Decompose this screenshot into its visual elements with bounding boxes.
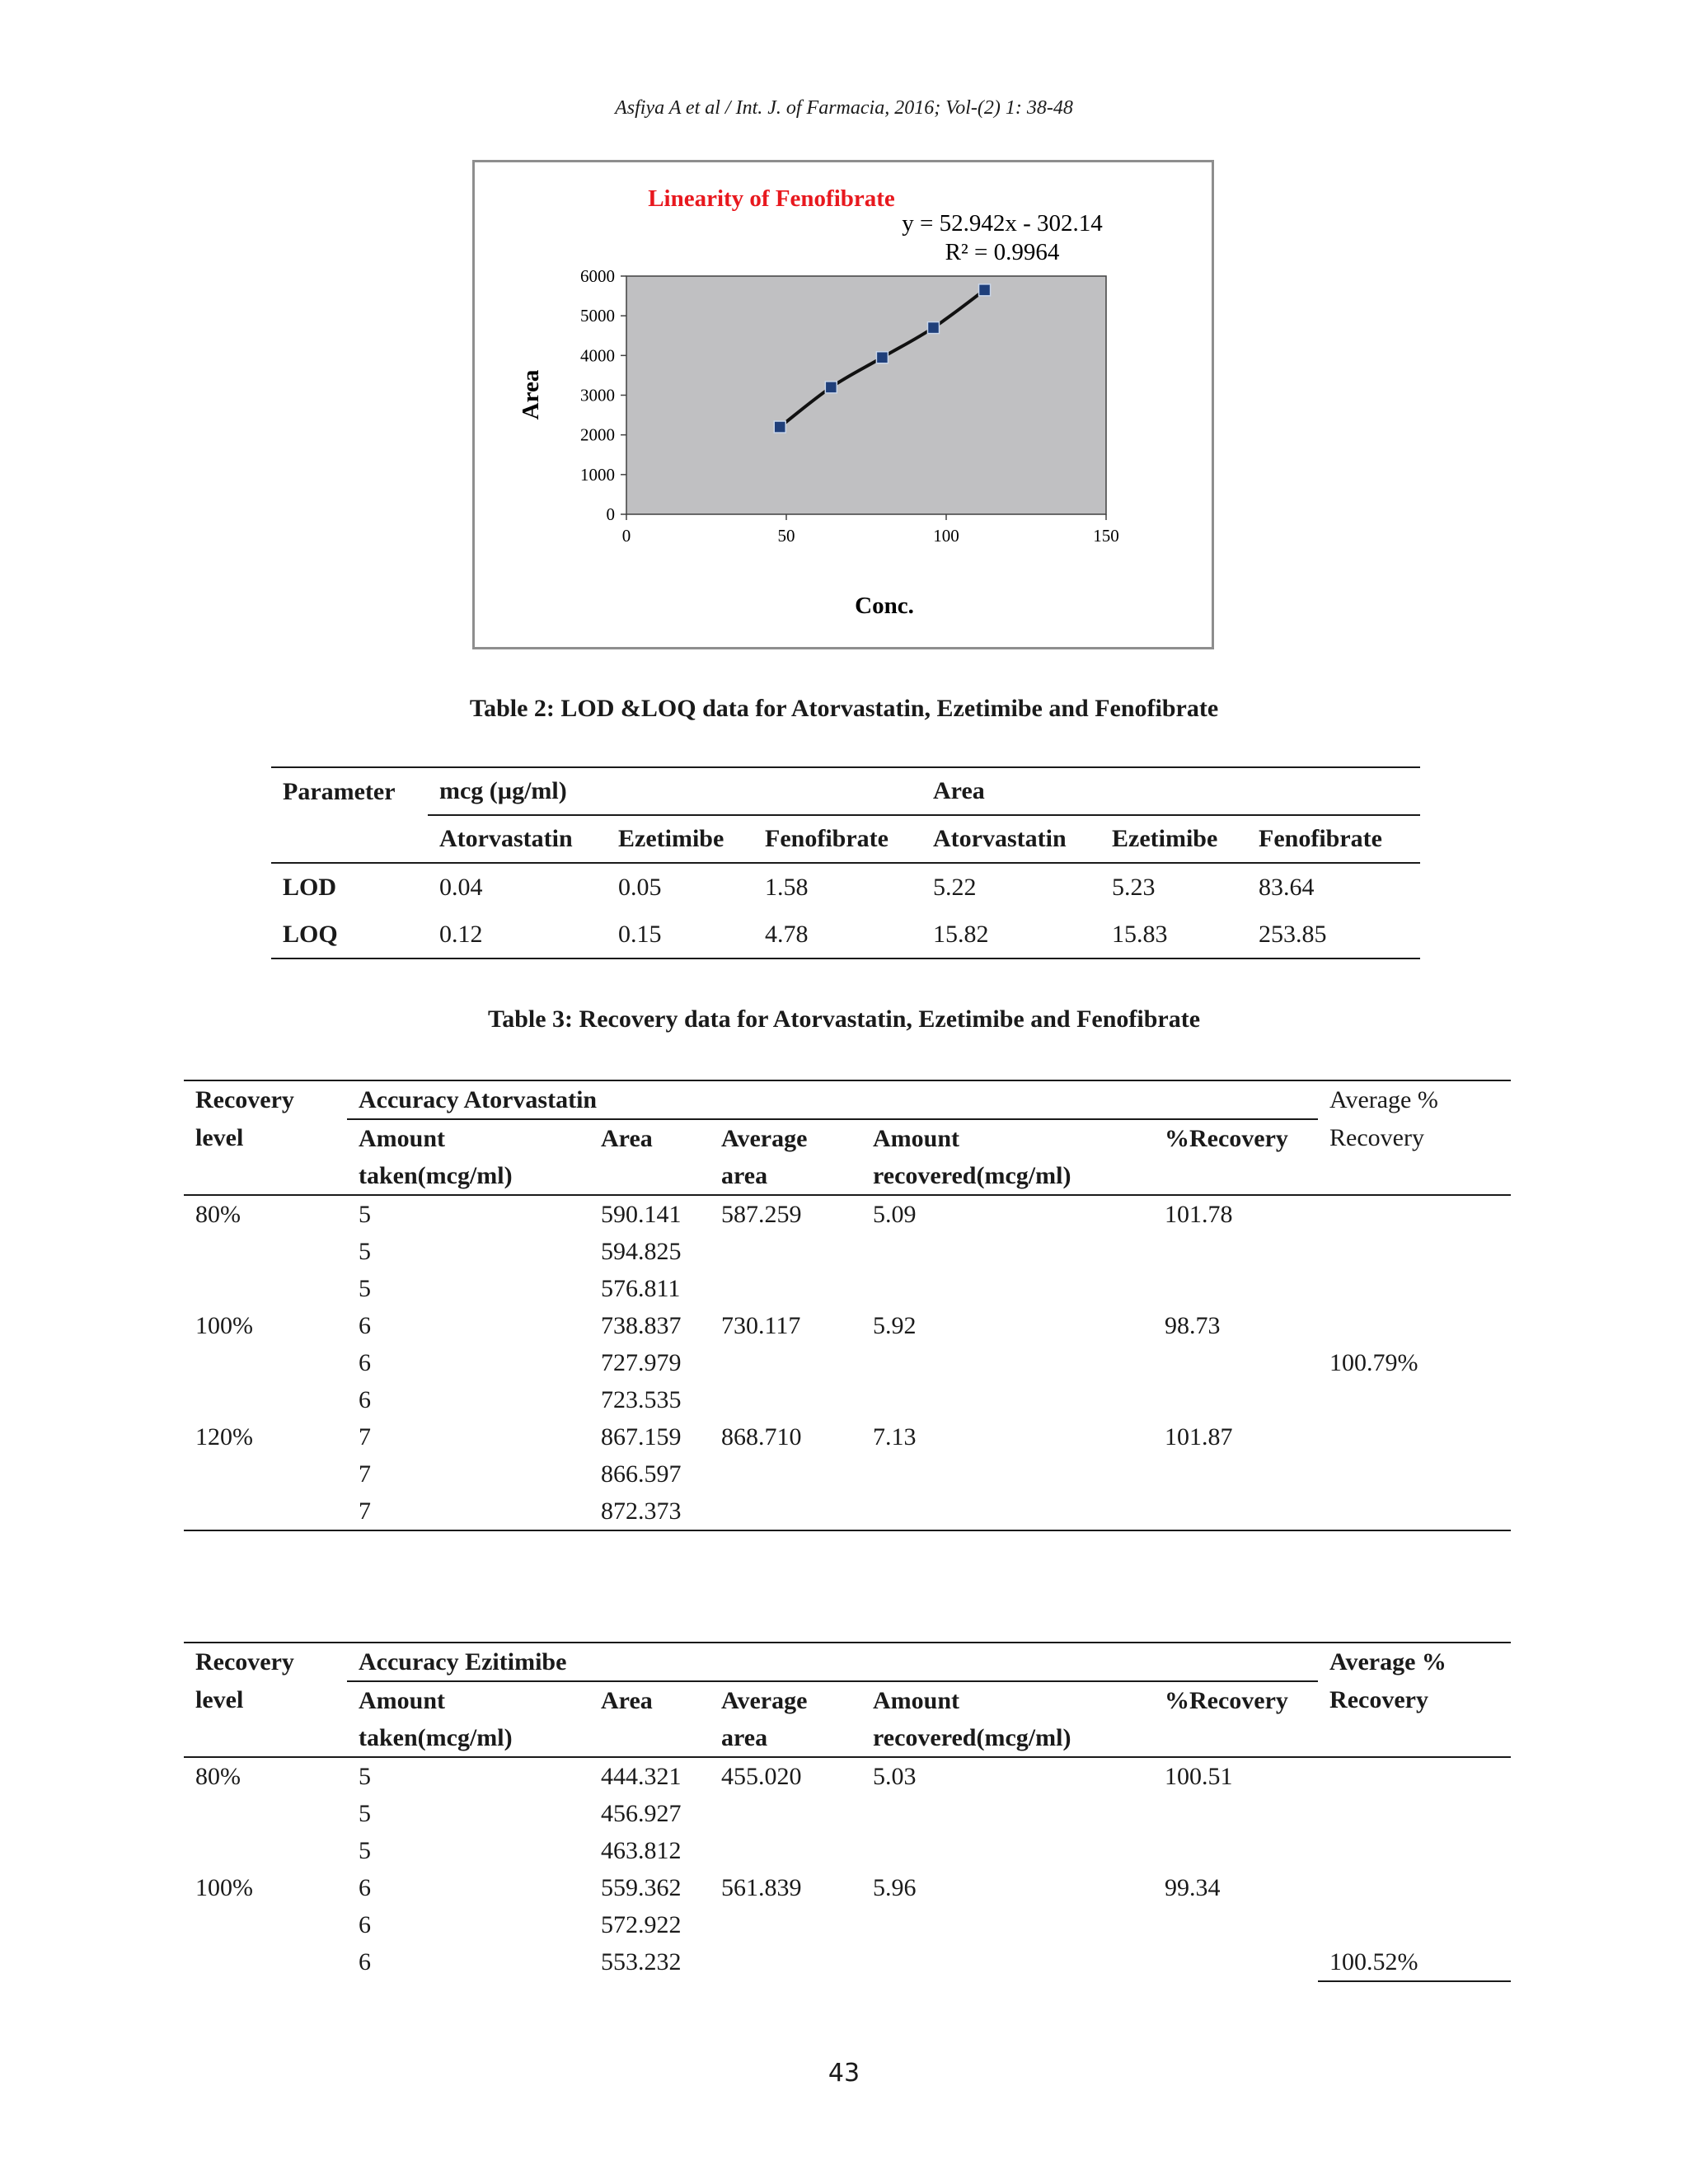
y-tick-label: 5000 (580, 306, 615, 326)
cell-avg: 561.839 (721, 1874, 802, 1901)
cell-amount: 6 (359, 1874, 371, 1901)
cell-amount: 5 (359, 1837, 371, 1864)
subheader: Ezetimibe (1112, 825, 1218, 852)
header-recovered: Amount (873, 1125, 960, 1152)
cell-avg: 730.117 (721, 1312, 801, 1339)
cell-level (184, 1493, 347, 1530)
header-avg-2: area (721, 1724, 768, 1751)
cell: 4.78 (765, 920, 809, 948)
cell-level (184, 1795, 347, 1832)
cell-empty (1318, 1195, 1511, 1233)
cell-avg: 455.020 (721, 1763, 802, 1790)
cell: 1.58 (765, 873, 809, 901)
data-point (774, 421, 785, 433)
cell-empty (1318, 1418, 1511, 1455)
recovery-atorvastatin-table (184, 1080, 1511, 1531)
cell-recovered: 5.96 (873, 1874, 917, 1901)
cell: 0.04 (439, 873, 483, 901)
cell-amount: 6 (359, 1349, 371, 1376)
cell-recovered (861, 1943, 1153, 1981)
cell-area: 727.979 (601, 1349, 682, 1376)
cell-recovered (861, 1832, 1153, 1869)
cell-avg (710, 1233, 861, 1270)
table-row (184, 1344, 1511, 1381)
table-row (271, 863, 1420, 911)
cell-level (184, 1381, 347, 1418)
cell-avg (710, 1455, 861, 1493)
table2-caption: Table 2: LOD &LOQ data for Atorvastatin, Ezetimibe and Fenofibrate (469, 695, 1219, 722)
header-percent: %Recovery (1165, 1125, 1288, 1152)
cell-empty (1318, 1832, 1511, 1869)
header-recovered: Amount (873, 1687, 960, 1714)
cell-avg (710, 1906, 861, 1943)
y-tick-label: 3000 (580, 385, 615, 405)
header-area: Area (601, 1125, 653, 1152)
x-tick-label: 0 (621, 526, 631, 546)
header-empty (271, 815, 428, 863)
running-header: Asfiya A et al / Int. J. of Farmacia, 2016; Vol-(2) 1: 38-48 (615, 97, 1073, 119)
cell-area: 723.535 (601, 1386, 682, 1413)
table-row (184, 1455, 1511, 1493)
cell: 83.64 (1259, 873, 1315, 901)
x-axis-label: Conc. (855, 593, 914, 619)
cell-percent: 99.34 (1165, 1874, 1221, 1901)
cell-amount: 7 (359, 1423, 371, 1451)
cell-percent: 101.78 (1165, 1201, 1233, 1228)
header-level: level (195, 1124, 244, 1151)
cell-area: 867.159 (601, 1423, 682, 1451)
y-tick-label: 0 (606, 504, 615, 524)
chart-equation: y = 52.942x - 302.14 (902, 210, 1103, 237)
header-amount: Amount (359, 1687, 446, 1714)
cell-area: 553.232 (601, 1948, 682, 1975)
cell-recovered (861, 1455, 1153, 1493)
cell: 0.15 (618, 920, 662, 948)
header-average-2: Recovery (1329, 1124, 1424, 1151)
y-tick-label: 4000 (580, 345, 615, 366)
table-row (184, 1493, 1511, 1530)
cell-area: 444.321 (601, 1763, 682, 1790)
x-tick-label: 150 (1093, 526, 1119, 546)
table-row (184, 1943, 1511, 1981)
header-parameter: Parameter (283, 777, 396, 805)
cell-avg: 587.259 (721, 1201, 802, 1228)
cell-percent: 101.87 (1165, 1423, 1233, 1451)
cell-level: 80% (195, 1763, 241, 1790)
cell-area: 559.362 (601, 1874, 682, 1901)
cell-level (184, 1233, 347, 1270)
subheader: Atorvastatin (933, 825, 1067, 852)
cell-empty (1318, 1270, 1511, 1307)
cell-level (184, 1455, 347, 1493)
cell-empty (1318, 1869, 1511, 1906)
header-average: Average % (1329, 1648, 1447, 1675)
cell: 0.12 (439, 920, 483, 948)
cell-percent (1153, 1344, 1318, 1381)
cell-percent (1153, 1455, 1318, 1493)
cell-empty (1318, 1233, 1511, 1270)
cell-percent (1153, 1270, 1318, 1307)
cell-empty (1318, 1493, 1511, 1530)
cell-avg (710, 1381, 861, 1418)
cell-percent (1153, 1493, 1318, 1530)
cell-level (184, 1906, 347, 1943)
data-point (927, 322, 939, 334)
cell-empty (1318, 1381, 1511, 1418)
data-point (825, 382, 837, 393)
cell-amount: 6 (359, 1948, 371, 1975)
header-recovery: Recovery (195, 1648, 294, 1675)
cell: 0.05 (618, 873, 662, 901)
cell-percent (1153, 1943, 1318, 1981)
cell-empty (1318, 1757, 1511, 1795)
cell-empty (1318, 1307, 1511, 1344)
cell-percent: 98.73 (1165, 1312, 1221, 1339)
header-area: Area (601, 1687, 653, 1714)
cell-level: 80% (195, 1201, 241, 1228)
header-avg-2: area (721, 1162, 768, 1189)
cell-amount: 7 (359, 1497, 371, 1525)
x-tick-label: 100 (933, 526, 959, 546)
header-average: Average % (1329, 1086, 1438, 1113)
cell-amount: 5 (359, 1763, 371, 1790)
table-row (184, 1832, 1511, 1869)
cell-recovered (861, 1344, 1153, 1381)
average-recovery: 100.79% (1329, 1349, 1418, 1376)
header-recovery: Recovery (195, 1086, 294, 1113)
lod-loq-table (271, 766, 1420, 959)
cell-avg (710, 1832, 861, 1869)
header-recovered-2: recovered(mcg/ml) (873, 1162, 1071, 1189)
cell-recovered: 5.09 (873, 1201, 917, 1228)
cell-avg (710, 1943, 861, 1981)
cell-level: 100% (195, 1312, 253, 1339)
table-row (184, 1381, 1511, 1418)
cell-empty (1318, 1455, 1511, 1493)
y-axis-ticks (580, 266, 626, 524)
cell-amount: 6 (359, 1386, 371, 1413)
cell-recovered (861, 1270, 1153, 1307)
table-row (184, 1906, 1511, 1943)
y-tick-label: 1000 (580, 464, 615, 485)
cell-level: 120% (195, 1423, 253, 1451)
data-point (979, 284, 991, 296)
row-label: LOD (283, 873, 337, 901)
chart-r-squared: R² = 0.9964 (945, 239, 1060, 265)
table-row (184, 1270, 1511, 1307)
cell-recovered (861, 1493, 1153, 1530)
recovery-ezitimibe-table (184, 1642, 1511, 1982)
data-point (876, 352, 888, 363)
cell-area: 866.597 (601, 1460, 682, 1488)
subheader: Ezetimibe (618, 825, 724, 852)
cell-level: 100% (195, 1874, 253, 1901)
x-axis-ticks (622, 514, 1119, 546)
cell-area: 572.922 (601, 1911, 682, 1938)
table-row (184, 1869, 1511, 1906)
cell-level (184, 1943, 347, 1981)
cell-area: 594.825 (601, 1238, 682, 1265)
cell-percent (1153, 1832, 1318, 1869)
cell-area: 456.927 (601, 1800, 682, 1827)
plot-area (626, 276, 1106, 514)
cell-area: 738.837 (601, 1312, 682, 1339)
header-percent: %Recovery (1165, 1687, 1288, 1714)
cell-level (184, 1832, 347, 1869)
linearity-figure (472, 160, 1214, 649)
header-level: level (195, 1686, 244, 1713)
cell-percent (1153, 1795, 1318, 1832)
cell-amount: 6 (359, 1911, 371, 1938)
average-recovery: 100.52% (1318, 1943, 1511, 1981)
cell-area: 590.141 (601, 1201, 682, 1228)
cell-avg (710, 1270, 861, 1307)
subheader: Atorvastatin (439, 825, 573, 852)
cell-level (184, 1344, 347, 1381)
cell-area: 576.811 (601, 1275, 681, 1302)
header-recovered-2: recovered(mcg/ml) (873, 1724, 1071, 1751)
table-row (271, 911, 1420, 958)
table-row (184, 1233, 1511, 1270)
cell-amount: 5 (359, 1275, 371, 1302)
header-accuracy: Accuracy Ezitimibe (347, 1643, 1318, 1681)
x-tick-label: 50 (777, 526, 795, 546)
cell-recovered (861, 1233, 1153, 1270)
cell-area: 872.373 (601, 1497, 682, 1525)
header-amount-2: taken(mcg/ml) (359, 1162, 513, 1189)
y-tick-label: 2000 (580, 424, 615, 445)
cell-recovered (861, 1795, 1153, 1832)
cell-percent (1153, 1381, 1318, 1418)
linearity-chart (475, 162, 1212, 647)
cell-avg (710, 1344, 861, 1381)
cell-avg (710, 1493, 861, 1530)
cell-recovered: 5.92 (873, 1312, 917, 1339)
table-row (184, 1418, 1511, 1455)
cell: 5.22 (933, 873, 977, 901)
table3-caption: Table 3: Recovery data for Atorvastatin, Ezetimibe and Fenofibrate (487, 1005, 1201, 1033)
page-number: 43 (828, 2059, 860, 2088)
cell-percent (1153, 1906, 1318, 1943)
cell: 5.23 (1112, 873, 1156, 901)
cell-amount: 5 (359, 1800, 371, 1827)
cell-empty (1318, 1906, 1511, 1943)
subheader: Fenofibrate (1259, 825, 1382, 852)
subheader: Fenofibrate (765, 825, 889, 852)
header-mcg: mcg (µg/ml) (428, 767, 921, 815)
cell-recovered (861, 1906, 1153, 1943)
cell-percent: 100.51 (1165, 1763, 1233, 1790)
header-accuracy: Accuracy Atorvastatin (347, 1080, 1318, 1119)
cell-recovered: 7.13 (873, 1423, 917, 1451)
cell: 15.83 (1112, 920, 1168, 948)
cell-amount: 5 (359, 1238, 371, 1265)
header-amount: Amount (359, 1125, 446, 1152)
cell-percent (1153, 1233, 1318, 1270)
cell-amount: 5 (359, 1201, 371, 1228)
cell-recovered (861, 1381, 1153, 1418)
cell-recovered: 5.03 (873, 1763, 917, 1790)
cell-level (184, 1270, 347, 1307)
table-row (184, 1307, 1511, 1344)
cell-amount: 6 (359, 1312, 371, 1339)
header-amount-2: taken(mcg/ml) (359, 1724, 513, 1751)
table-row (184, 1195, 1511, 1233)
cell: 253.85 (1259, 920, 1327, 948)
cell-empty (1318, 1795, 1511, 1832)
cell-area: 463.812 (601, 1837, 682, 1864)
chart-title: Linearity of Fenofibrate (648, 185, 895, 212)
cell-avg: 868.710 (721, 1423, 802, 1451)
y-axis-label: Area (518, 369, 544, 420)
header-average-2: Recovery (1329, 1686, 1428, 1713)
header-avg: Average (721, 1125, 808, 1152)
header-avg: Average (721, 1687, 808, 1714)
y-tick-label: 6000 (580, 266, 615, 286)
row-label: LOQ (283, 920, 338, 948)
cell: 15.82 (933, 920, 989, 948)
table-row (184, 1795, 1511, 1832)
cell-amount: 7 (359, 1460, 371, 1488)
table-row (184, 1757, 1511, 1795)
cell-avg (710, 1795, 861, 1832)
header-area: Area (921, 767, 1420, 815)
